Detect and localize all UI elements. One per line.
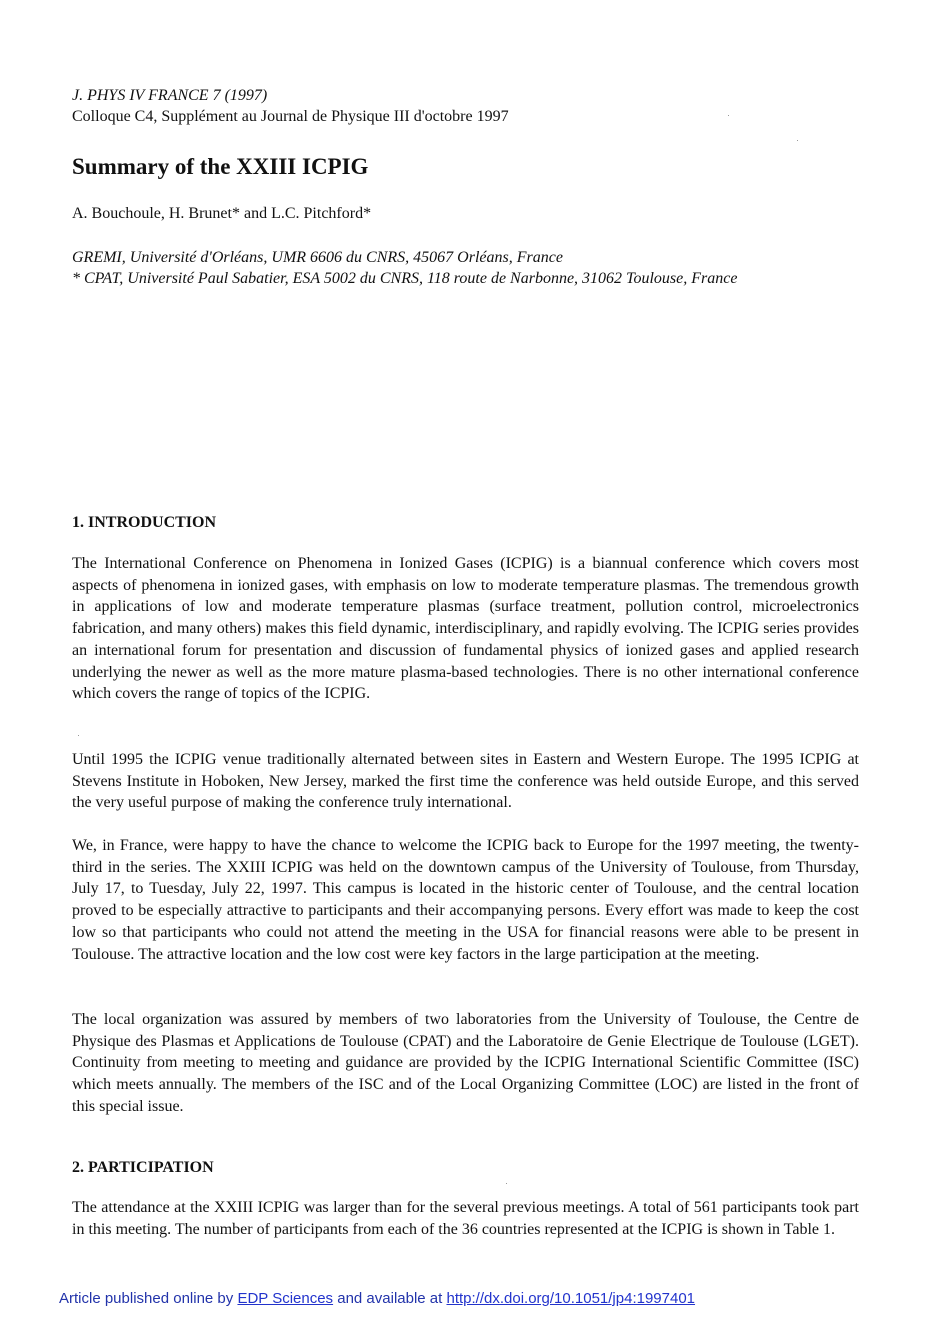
scan-speck xyxy=(797,140,798,141)
author-list: A. Bouchoule, H. Brunet* and L.C. Pitchford* xyxy=(72,205,372,222)
publication-footer xyxy=(59,1290,695,1307)
edp-sciences-link[interactable]: EDP Sciences xyxy=(237,1290,334,1307)
scan-speck xyxy=(506,1183,507,1184)
footer-prefix: Article published online by xyxy=(59,1290,238,1307)
intro-paragraph-1: The International Conference on Phenomena in Ionized Gases (ICPIG) is a biannual conference which covers most aspects of phenomena in ionized gases, with emphasis on low to moderate temperature plasmas. The tremendous growth in applications of low and moderate temperature plasmas (surface treatment, pollution control, microelectronics fabrication, and many others) makes this field dynamic, interdisciplinary, and rapidly evolving. The ICPIG series provides an international forum for presentation and discussion of fundamental physics of ionized gases and applied research underlying the newer as well as the more mature plasma-based technologies. There is no other international conference which covers the range of topics of the ICPIG. xyxy=(72,555,859,703)
intro-paragraph-3: We, in France, were happy to have the chance to welcome the ICPIG back to Europe for the 1997 meeting, the twenty-third in the series. The XXIII ICPIG was held on the downtown campus of the University of Toulouse, from Thursday, July 17, to Tuesday, July 22, 1997. This campus is located in the historic center of Toulouse, and the central location proved to be especially attractive to participants and their accompanying persons. Every effort was made to keep the cost low so that participants who could not attend the meeting in the USA for financial reasons were able to be present in Toulouse. The attractive location and the low cost were key factors in the large participation at the meeting. xyxy=(72,837,859,963)
journal-citation xyxy=(72,86,267,106)
colloque-line: Colloque C4, Supplément au Journal de Physique III d'octobre 1997 xyxy=(72,108,509,125)
footer-middle: and available at xyxy=(333,1290,447,1307)
paper-title: Summary of the XXIII ICPIG xyxy=(72,154,369,179)
section-heading-introduction: 1. INTRODUCTION xyxy=(72,514,217,531)
section-heading-participation: 2. PARTICIPATION xyxy=(72,1159,214,1176)
doi-link[interactable]: http://dx.doi.org/10.1051/jp4:1997401 xyxy=(446,1290,696,1307)
intro-paragraph-4: The local organization was assured by members of two laboratories from the University of Toulouse, the Centre de Physique des Plasmas et Applications de Toulouse (CPAT) and the Laboratoire de Genie Electrique de Toulouse (LGET). Continuity from meeting to meeting and guidance are provided by the ICPIG International Scientific Committee (ISC) which meets annually. The members of the ISC and of the Local Organizing Committee (LOC) are listed in the front of this special issue. xyxy=(72,1011,859,1115)
journal-citation-text: J. PHYS IV FRANCE 7 (1997) xyxy=(72,87,268,104)
affiliation-cpat: * CPAT, Université Paul Sabatier, ESA 5002 du CNRS, 118 route de Narbonne, 31062 Toulouse, France xyxy=(72,270,738,287)
participation-paragraph-1: The attendance at the XXIII ICPIG was larger than for the several previous meetings. A total of 561 participants took part in this meeting. The number of participants from each of the 36 countries represented at the ICPIG is shown in Table 1. xyxy=(72,1199,859,1238)
intro-paragraph-2: Until 1995 the ICPIG venue traditionally alternated between sites in Eastern and Western Europe. The 1995 ICPIG at Stevens Institute in Hoboken, New Jersey, marked the first time the conference was held outside Europe, and this served the very useful purpose of making the conference truly international. xyxy=(72,751,859,812)
scan-speck xyxy=(78,735,79,736)
scan-speck xyxy=(728,115,729,116)
affiliation-gremi: GREMI, Université d'Orléans, UMR 6606 du CNRS, 45067 Orléans, France xyxy=(72,249,563,266)
